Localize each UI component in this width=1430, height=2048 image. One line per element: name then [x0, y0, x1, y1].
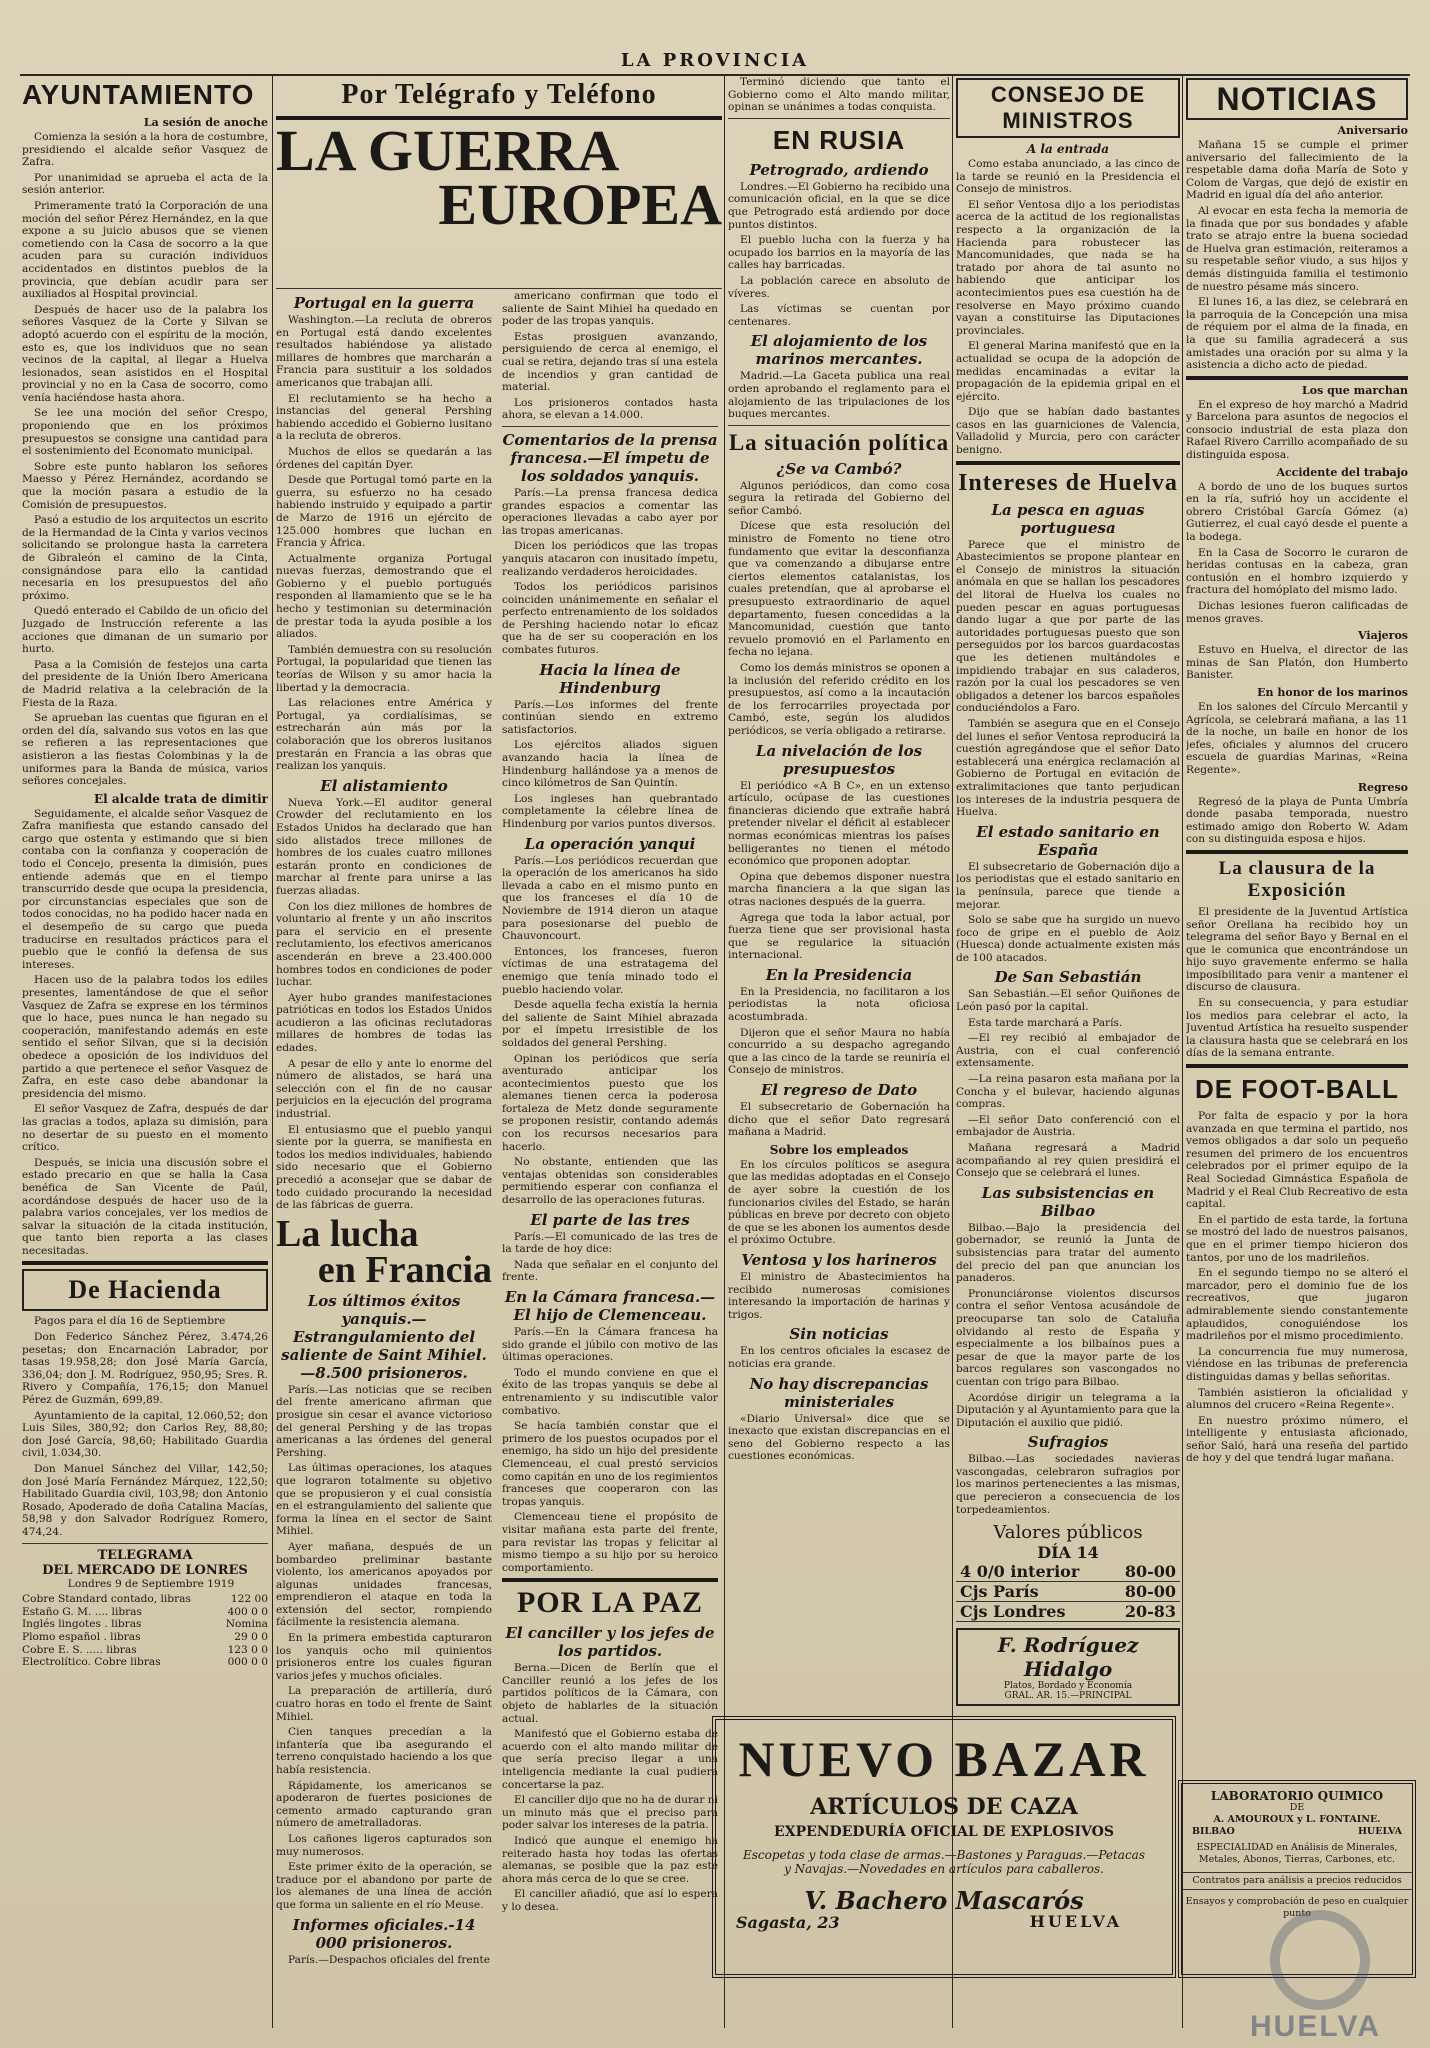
- paragraph: Pronunciáronse violentos discursos contra el señor Ventosa acusándole de preocuparse tan solo de Cataluña olvidando al resto de España y especialmente a los bilbaínos pues a pesar de que la mayor parte de los barcos regulares son vascongados no cuentan con trigo para Bilbao.: [956, 1287, 1180, 1388]
- tres-title: El parte de las tres: [530, 1210, 690, 1229]
- paragraph: —El rey recibió al embajador de Austria, con el cual conferenció extensamente.: [956, 1032, 1180, 1070]
- section-rule: [502, 426, 718, 427]
- lab-specialty: ESPECIALIDAD en Análisis de Minerales, Metales, Abonos, Tierras, Carbones, etc.: [1196, 1842, 1398, 1865]
- lab-title: LABORATORIO QUIMICO: [1210, 1789, 1384, 1803]
- paragraph: Actualmente organiza Portugal nuevas fuerzas, demostrando que el Gobierno y el pueblo portugués responden al llamamiento que se le ha hecho y testimonian su determinación de prestar toda la ayuda posible a los aliados.: [276, 552, 492, 641]
- nivelacion-title: La nivelación de los presupuestos: [755, 741, 923, 778]
- lucha-line-2: en Francia: [317, 1248, 492, 1291]
- informes-title: Informes oficiales.-14 000 prisioneros.: [292, 1915, 476, 1952]
- paragraph: Pasa a la Comisión de festejos una carta del presidente de la Unión Ibero Americana de Madrid relativa a la celebración de la Fiesta de la Raza.: [22, 658, 268, 709]
- hindenburg-title: Hacia la línea de Hindenburg: [539, 660, 681, 697]
- price-label: Cobre Standard contado, libras: [22, 1593, 191, 1606]
- paragraph: También asistieron la oficialidad y alumnos del crucero «Reina Regente».: [1186, 1386, 1408, 1412]
- valores-row: [956, 1562, 1180, 1582]
- paragraph: Al evocar en esta fecha la memoria de la finada que por sus bondades y afable trato se atrajo entre la buena sociedad de Huelva gran estimación, reiteramos a su respetable señor viudo, a sus hijos y demás distinguida familia el testimonio de nuestro pésame más sincero.: [1186, 204, 1408, 293]
- paragraph: En su consecuencia, y para estudiar los medios para celebrar el acto, la Juventud Artística ha resuelto suspender la clausura hasta que se celebrará en los días de la semana entrante.: [1186, 997, 1408, 1060]
- paragraph: El lunes 16, a las diez, se celebrará en la parroquia de la Concepción una misa de réquiem por el alma de la finada, en la que su familia agradecerá a sus amistades una oración por su alma y la asistencia a dicho acto de piedad.: [1186, 296, 1408, 372]
- paragraph: París.—Despachos oficiales del frente: [288, 1953, 491, 1966]
- portugal-title: Portugal en la guerra: [293, 294, 475, 312]
- column-5: [1186, 76, 1408, 1768]
- valores-value: 80-00: [1124, 1582, 1176, 1602]
- paragraph: El canciller dijo que no ha de durar ni un minuto más que el preciso para poder salvar los intereses de la patria.: [502, 1794, 718, 1832]
- rodriguez-line: Platos, Bordado y Economía: [1003, 1681, 1133, 1692]
- paragraph: —El señor Dato conferenció con el embajador de Austria.: [956, 1113, 1180, 1139]
- empleados-title: Sobre los empleados: [769, 1142, 909, 1157]
- column-3: [728, 76, 950, 1708]
- paragraph: Pasó a estudio de los arquitectos un escrito de la Hermandad de la Cinta y varios vecinos solicitando se prolongue hasta la carretera de Gibraleón el camino de la Cinta, consignándose para ello la cantidad necesaria en los presupuestos del año próximo.: [22, 514, 268, 602]
- telegrama-date: Londres 9 de Septiembre 1919: [67, 1577, 235, 1590]
- column-2a: [276, 290, 492, 2030]
- alistamiento-title: El alistamiento: [320, 776, 448, 795]
- sansebastian-title: De San Sebastián: [994, 968, 1142, 987]
- paragraph: Ayer mañana, después de un bombardeo preliminar bastante violento, los americanos apoyados por algunas unidades francesas, emprendieron el ataque en toda la extensión del sector, rompiendo fácilmente la resistencia alemana.: [276, 1540, 492, 1629]
- paragraph: Muchos de ellos se quedarán a las órdenes del capitán Dyer.: [276, 445, 492, 471]
- telegrama-row: [22, 1593, 268, 1606]
- paragraph: Las últimas operaciones, los ataques que lograron totalmente su objetivo que se propusieron y el cual consistía en el estrangulamiento del saliente que forma la línea en el sector de Saint Mihiel.: [276, 1462, 492, 1538]
- paragraph: París.—La prensa francesa dedica grandes espacios a comentar las operaciones llevadas a cabo ayer por las tropas americanas.: [502, 486, 718, 537]
- telegrama-row: [22, 1606, 268, 1619]
- sinnoticias-title: Sin noticias: [789, 1325, 889, 1344]
- rodriguez-name: F. Rodríguez Hidalgo: [997, 1633, 1139, 1682]
- dato-title: El regreso de Dato: [760, 1081, 918, 1100]
- paragraph: Dijeron que el señor Maura no había concurrido a su despacho agregando que a las cinco de la tarde se reuniría el Consejo de ministros.: [728, 1026, 950, 1077]
- presidencia-title: En la Presidencia: [765, 965, 913, 984]
- paragraph: Solo se sabe que ha surgido un nuevo foco de gripe en el pueblo de Aoiz (Huesca) donde actualmente existen más de 100 atacados.: [956, 914, 1180, 964]
- paragraph: Algunos periódicos, dan como cosa segura la retirada del Gobierno del señor Cambó.: [728, 479, 950, 517]
- paragraph: París.—Las noticias que se reciben del frente americano afirman que prosigue sin cesar el avance victorioso del general Pershing y de las tropas americanas a las órdenes del general Pershing.: [276, 1383, 492, 1459]
- stamp-seal-icon: [1270, 1910, 1370, 2010]
- price-label: Plomo español . libras: [22, 1630, 141, 1643]
- paragraph: París.—En la Cámara francesa ha sido grande el júbilo con motivo de las últimas operaciones.: [502, 1326, 718, 1364]
- paragraph: Dicen los periódicos que las tropas yanquis atacaron con inusitado ímpetu, realizando verdaderos heroicidades.: [502, 540, 718, 578]
- rusia-title: EN RUSIA: [772, 124, 906, 155]
- ayuntamiento-body: [22, 131, 268, 788]
- paragraph: Con los diez millones de hombres de voluntario al frente y un año inscritos para el servicio en el presente reclutamiento, los efectivos americanos ascenderán en breve a 23.400.000 hombres todos en condiciones de poder luchar.: [276, 900, 492, 989]
- noticias-title: NOTICIAS: [1186, 78, 1408, 120]
- price-value: 29 0 0: [234, 1630, 268, 1643]
- exitos-title: Los últimos éxitos yanquis.—Estrangulamiento del saliente de Saint Mihiel.—8.500 prisioneros.: [281, 1291, 487, 1382]
- paragraph: En los salones del Círculo Mercantil y Agrícola, se celebrará mañana, a las 11 de la noche, un baile en honor de los jefes, oficiales y alumnos del crucero escuela de guardias Marinas, «Reina Regente».: [1186, 700, 1408, 776]
- comentarios-title: Comentarios de la prensa francesa.—El ímpetu de los soldados yanquis.: [502, 430, 718, 485]
- intereses-title: Intereses de Huelva: [958, 469, 1178, 496]
- paragraph: Acordóse dirigir un telegrama a la Diputación y al Ayuntamiento para que la Diputación el auxilio que pidió.: [956, 1391, 1180, 1429]
- paragraph: La concurrencia fue muy numerosa, viéndose en las tribunas de preferencia distinguidas damas y bellas señoritas.: [1186, 1345, 1408, 1383]
- valores-title: Valores públicos: [993, 1522, 1143, 1544]
- paragraph: Como estaba anunciado, a las cinco de la tarde se reunió en la Presidencia el Consejo de ministros.: [956, 158, 1180, 196]
- guerra-line-2: EUROPEA: [438, 172, 722, 237]
- lucha-headline: [276, 1212, 492, 1291]
- nuevo-bazar-ad: [712, 1716, 1176, 1978]
- paragraph: París.—Los periódicos recuerdan que la operación de los americanos ha sido llevada a cabo en el mismo punto en que los franceses el día 10 de Noviembre de 1914 dieron un ataque para posesionarse del pueblo de Chauvoncourt.: [502, 854, 718, 943]
- paragraph: Rápidamente, los americanos se apoderaron de fuertes posiciones de cemento armado capturando gran número de ametralladoras.: [276, 1779, 492, 1830]
- paragraph: Sobre este punto hablaron los señores Maesso y Pérez Hernández, acordando se que la moción pasara a estudio de la Comisión de presupuestos.: [22, 460, 268, 511]
- paragraph: En los círculos políticos se asegura que las medidas adoptadas en el Consejo de ayer sobre la cuestión de los funcionarios civiles del Estado, se harán públicas en breve por decreto con objeto de que se les abonen los aumentos desde el próximo Octubre.: [728, 1158, 950, 1247]
- price-label: Inglés lingotes . libras: [22, 1618, 142, 1631]
- lab-cities: [1182, 1826, 1412, 1838]
- paragraph: No obstante, entienden que las ventajas obtenidas son considerables permitiendo esperar con confianza el desarrollo de las operaciones futuras.: [502, 1156, 718, 1207]
- telegrama-row: [22, 1618, 268, 1631]
- paragraph: En el expreso de hoy marchó a Madrid y Barcelona para asuntos de negocios el consocio industrial de esta plaza don Rafael Rivero Carrillo acompañado de su distinguida esposa.: [1186, 398, 1408, 462]
- paragraph: A pesar de ello y ante lo enorme del número de alistados, se hará una selección con el fin de no causar perjuicios en la ejecución del programa industrial.: [276, 1057, 492, 1121]
- paragraph: Bilbao.—Las sociedades navieras vascongadas, celebraron sufragios por los marinos pertenecientes a las mismas, que perecieron a consecuencia de los torpedeamientos.: [956, 1453, 1180, 1516]
- paragraph: El subsecretario de Gobernación ha dicho que el señor Dato regresará mañana a Madrid.: [728, 1101, 950, 1139]
- section-rule: [22, 1261, 268, 1265]
- paragraph: Londres.—El Gobierno ha recibido una comunicación oficial, en la que se dice que Petrogrado está ardiendo por doce puntos distintos.: [728, 180, 950, 231]
- bazar-line-4: y Navajas.—Novedades en artículos para caballeros.: [784, 1862, 1104, 1876]
- paragraph: En el segundo tiempo no se alteró el marcador, pero el dominio fue de los recreativos, que jugaron admirablemente siendo constantemente aplaudidos, conoguiéndose los madrileños por el mismo procedimiento.: [1186, 1267, 1408, 1343]
- politica-title: La situación política: [728, 429, 950, 455]
- column-2b: [502, 290, 718, 2030]
- valores-row: [956, 1582, 1180, 1602]
- viajeros-title: Viajeros: [1358, 629, 1408, 643]
- paragraph: Estuvo en Huelva, el director de las minas de San Platón, don Humberto Banister.: [1186, 644, 1408, 682]
- valores-label: 4 0/0 interior: [960, 1562, 1080, 1582]
- bazar-owner: V. Bachero Mascarós: [804, 1886, 1084, 1915]
- consejo-subtitle: A la entrada: [1026, 142, 1110, 156]
- paragraph: Indicó que aunque el enemigo ha reiterado hasta hoy todas las ofertas alemanas, se posible que la paz esté ahora más cerca de lo que se cree.: [502, 1835, 718, 1885]
- column-1: [22, 76, 268, 2030]
- paragraph: Terminó diciendo que tanto el Gobierno como el Alto mando militar, opinan se unánimes a todas conquista.: [728, 76, 950, 114]
- bazar-city: HUELVA: [1029, 1912, 1122, 1931]
- rusia-subtitle: Petrogrado, ardiendo: [749, 160, 929, 179]
- valores-value: 20-83: [1124, 1602, 1176, 1622]
- masthead: [0, 0, 1430, 80]
- valores-label: Cjs París: [960, 1582, 1039, 1602]
- paragraph: Entonces, los franceses, fueron víctimas de una estratagema del enemigo que tenía minado todo el pueblo haciendo volar.: [502, 945, 718, 996]
- paragraph: Nueva York.—El auditor general Crowder del reclutamiento en los Estados Unidos ha declarado que han sido alistados trece millones de hombres de los cuales cuatro millones estarán pronto en condiciones de marchar al frente para unirse a las fuerzas aliadas.: [276, 796, 492, 897]
- paragraph: A bordo de uno de los buques surtos en la ría, sufrió hoy un accidente el obrero Cristóbal García Gómez (a) Gutierrez, el cual cayó desde el puente a la bodega.: [1186, 480, 1408, 544]
- section-rule: [1186, 1064, 1408, 1068]
- paragraph: También demuestra con su resolución Portugal, la popularidad que tienen las teorías de Wilson y su amor hacia la libertad y la democracia.: [276, 643, 492, 694]
- paragraph: Nada que señalar en el conjunto del frente.: [502, 1258, 718, 1284]
- section-rule: [1186, 850, 1408, 854]
- telegrama-row: [22, 1656, 268, 1669]
- rodriguez-ad: [956, 1628, 1180, 1706]
- paragraph: Clemenceau tiene el propósito de visitar mañana esta parte del frente, para revistar las tropas y felicitar al mismo tiempo a su hijo por su heroico comportamiento.: [502, 1511, 718, 1574]
- price-value: Nomina: [225, 1618, 268, 1631]
- paragraph: Ayer hubo grandes manifestaciones patrióticas en todos los Estados Unidos acudieron a las oficinas reclutadoras millares de hombres de todas las edades.: [276, 991, 492, 1055]
- paragraph: Seguidamente, el alcalde señor Vasquez de Zafra manifiesta que estando cansado del cargo que ostenta y estimando que si bien contaba con la confianza y cooperación de todo el Concejo, presenta la dimisión, pues entiende además que en el tiempo transcurrido desde que ocupa la presidencia, por circunstancias especiales que son de todos conocidas, no ha podido hacer nada en el desempeño de su cargo que pueda traducirse en resultados prácticos para el pueblo que le confió la defensa de sus intereses.: [22, 807, 268, 971]
- paragraph: Esta tarde marchará a París.: [968, 1016, 1123, 1029]
- paragraph: Washington.—La recluta de obreros en Portugal está dando excelentes resultados habiéndose ya alistado millares de hombres que marcharán a Francia para sustituir a los soldados americanos que trabajan allí.: [276, 314, 492, 389]
- bazar-line-1: ARTÍCULOS DE CAZA: [810, 1794, 1078, 1820]
- paz-subtitle: El canciller y los jefes de los partidos.: [505, 1624, 715, 1661]
- valores-row: [956, 1602, 1180, 1622]
- politica-subtitle: ¿Se va Cambó?: [776, 459, 902, 478]
- section-rule: [502, 1578, 718, 1582]
- marinos-title: El alojamiento de los marinos mercantes.: [750, 332, 928, 369]
- lab-contracts: Contratos para análisis a precios reducidos: [1182, 1872, 1412, 1890]
- paragraph: Berna.—Dicen de Berlín que el Canciller reunió a los jefes de los partidos políticos de la Cámara, con objeto de hablarles de la situación actual.: [502, 1662, 718, 1725]
- paragraph: París.—El comunicado de las tres de la tarde de hoy dice:: [502, 1230, 718, 1256]
- price-value: 123 0 0: [227, 1643, 268, 1656]
- column-divider: [1182, 76, 1183, 2028]
- price-value: 400 0 0: [227, 1605, 268, 1618]
- paragraph: Dícese que esta resolución del ministro de Fomento no tiene otro fundamento que evitar la desconfianza que va comenzando a dibujarse entre ciertos elementos catalanistas, los cuales pretendían, que al aprobarse el presupuesto extraordinario de aquel departamento, fuesen concedidas a la Mancomunidad, cuestión que tanto revuelo promovió en el Parlamento en fecha no lejana.: [728, 520, 950, 659]
- valores-day: DÍA 14: [1037, 1543, 1099, 1563]
- paragraph: En la Presidencia, no facilitaron a los periodistas la nota oficiosa acostumbrada.: [728, 985, 950, 1024]
- paragraph: Hacen uso de la palabra todos los ediles presentes, lamentándose de que el señor Vasquez de Zafra se exprese en los términos que lo hace, pues nunca le han negado su cooperación, manifestando además en este sentido el señor Silvan, que si la decisión obedece a oposición de los individuos del partido a que pertenece el señor Vasquez de Zafra, en este caso debe abandonar la presidencia del mismo.: [22, 974, 268, 1100]
- paragraph: Este primer éxito de la operación, se traduce por el abandono por parte de los alemanes de una línea de acción que forma un saliente en el río Meuse.: [276, 1861, 492, 1911]
- valores-value: 80-00: [1124, 1562, 1176, 1582]
- paragraph: Se lee una moción del señor Crespo, proponiendo que en los próximos presupuestos se consigne una cantidad para el sostenimiento del Economato municipal.: [22, 407, 268, 458]
- paragraph: La población carece en absoluto de víveres.: [728, 274, 950, 300]
- bazar-street: Sagasta, 23: [736, 1913, 840, 1932]
- section-rule: [728, 118, 950, 119]
- section-rule: [1186, 376, 1408, 380]
- section-rule: [956, 461, 1180, 465]
- paragraph: En la primera embestida capturaron los yanquis ocho mil quinientos prisioneros entre los cuales figuran varios jefes y muchos oficiales.: [276, 1632, 492, 1682]
- telegrama-row: [22, 1631, 268, 1644]
- guerra-headline: [276, 118, 722, 237]
- paragraph: Dijo que se habían dado bastantes casos en las guarniciones de Valencia, Valladolid y Murcia, pero con carácter benigno.: [956, 406, 1180, 457]
- ayuntamiento-title: AYUNTAMIENTO: [22, 79, 255, 110]
- paragraph: El presidente de la Juventud Artística señor Orellana ha recibido hoy un telegrama del señor Bayo y Bernal en el que le comunica que encontrándose un hijo suyo gravemente enfermo se halla imposibilitado para venir a mantener el discurso de clausura.: [1186, 905, 1408, 994]
- paragraph: Madrid.—La Gaceta publica una real orden aprobando el reglamento para el alojamiento de las tripulaciones de los buques mercantes.: [728, 370, 950, 421]
- paragraph: Por unanimidad se aprueba el acta de la sesión anterior.: [22, 171, 268, 197]
- ayuntamiento-subtitle: La sesión de anoche: [143, 116, 268, 129]
- bazar-line-3: Escopetas y toda clase de armas.—Bastones y Paraguas.—Petacas: [742, 1848, 1145, 1862]
- paragraph: Se hacía también constar que el primero de los puestos ocupados por el enemigo, ha sido un hijo del presidente Clemenceau, el cual prestó servicios como capitán en uno de los regimientos franceses que cooperaron con las tropas yanquis.: [502, 1420, 718, 1508]
- accidente-title: Accidente del trabajo: [1276, 465, 1408, 479]
- paragraph: En nuestro próximo número, el intelligente y entusiasta aficionado, señor Saló, hará una reseña del partido de hoy y del que tendrá lugar mañana.: [1186, 1414, 1408, 1465]
- paragraph: Don Manuel Sánchez del Villar, 142,50; don José María Fernández Márquez, 122,50; Habilitado Guardia civil, 103,98; don Antonio Rosado, Apoderado de doña Catalina Macías, 58,98 y don Salvador Rodríguez Romero, 474,24.: [22, 1463, 268, 1538]
- paragraph: Ayuntamiento de la capital, 12.060,52; don Luis Siles, 380,92; don Carlos Rey, 88,80; don José García, 98,60; Habilitado Guardia civil, 1.034,30.: [22, 1409, 268, 1460]
- section-rule: [22, 1543, 268, 1544]
- bazar-name: NUEVO BAZAR: [738, 1731, 1150, 1787]
- paragraph: Después de hacer uso de la palabra los señores Vasquez de la Corte y Silvan se adoptó acuerdo con el espíritu de la moción, esto es, que los individuos que no sean vecinos de la capital, al llegar a Huelva lesionados, sean asistidos en el Hospital provincial y no en la Casa de socorro, como venía haciéndose hasta ahora.: [22, 303, 268, 404]
- paragraph: Mañana regresará a Madrid acompañando al rey quien presidirá el Consejo que se celebrará el lunes.: [956, 1142, 1180, 1180]
- marinos-honor-title: En honor de los marinos: [1257, 685, 1408, 699]
- paragraph: Desde aquella fecha existía la hernia del saliente de Saint Mihiel abrazada por el ímpetu irresistible de los soldados del general Pershing.: [502, 999, 718, 1049]
- lab-city-right: HUELVA: [1357, 1826, 1402, 1837]
- paragraph: Pagos para el día 16 de Septiembre: [34, 1315, 226, 1328]
- paragraph: Primeramente trató la Corporación de una moción del señor Pérez Hernández, en la que expone a su juicio abusos que se vienen cometiendo con la Casa de socorro a la que acuden para su curación individuos accidentados en distintos pueblos de la provincia, que debían acudir para ser auxiliados al Hospital provincial.: [22, 199, 268, 301]
- consejo-title: CONSEJO DE MINISTROS: [956, 78, 1180, 138]
- paragraph: Los prisioneros contados hasta ahora, se elevan a 14.000.: [502, 396, 718, 422]
- paragraph: San Sebastián.—El señor Quiñones de León pasó por la capital.: [956, 988, 1180, 1014]
- column-4: [956, 76, 1180, 1708]
- paragraph: Comienza la sesión a la hora de costumbre, presidiendo el alcalde señor Vasquez de Zafra.: [22, 131, 268, 169]
- lab-city-left: BILBAO: [1192, 1826, 1235, 1837]
- paragraph: Las relaciones entre América y Portugal, ya cordialísimas, se estrecharán aún más por la colaboración que los obreros lusitanos prestarán en Francia a las obras que realizan los yanquis.: [276, 697, 492, 773]
- aniversario-title: Aniversario: [1337, 124, 1408, 137]
- war-header: [276, 76, 722, 286]
- price-value: 000 0 0: [227, 1656, 268, 1669]
- valores-label: Cjs Londres: [960, 1602, 1066, 1622]
- paragraph: Manifestó que el Gobierno estaba de acuerdo con el alto mando militar de que sería preciso llegar a una inteligencia mediante la cual pudiera concertarse la paz.: [502, 1728, 718, 1791]
- telegrama-row: [22, 1644, 268, 1657]
- price-label: Electrolítico. Cobre libras: [22, 1656, 161, 1669]
- lab-footer: Ensayos y comprobación de peso en cualquier punto: [1185, 1896, 1409, 1919]
- regreso-title: Regreso: [1357, 780, 1408, 794]
- paragraph: Agrega que toda la labor actual, por fuerza tiene que ser provisional hasta que se regularice la situación internacional.: [728, 911, 950, 962]
- paragraph: Por falta de espacio y por la hora avanzada en que termina el partido, nos vemos obligados a dar solo un pequeño resumen del primero de los encuentros celebrados por el primer equipo de la Real Sociedad Gimnástica Española de Madrid y el Real Club Recreativo de esta capital.: [1186, 1110, 1408, 1211]
- column-divider: [272, 76, 273, 2028]
- paragraph: Los ingleses han quebrantado completamente la célebre línea de Hindenburg por varios puntos diversos.: [502, 792, 718, 830]
- paragraph: El reclutamiento se ha hecho a instancias del general Pershing habiendo accedido el Gobierno lusitano a la recluta de obreros.: [276, 392, 492, 443]
- paragraph: El periódico «A B C», en un extenso artículo, ocúpase de las cuestiones financieras diciendo que extrañe habrá pretender nivelar el déficit al establecer normas económicas mientras los países belligerantes no tienen el método económico que proponen adoptar.: [728, 779, 950, 868]
- paragraph: Desde que Portugal tomó parte en la guerra, su esfuerzo no ha cesado habiendo instruido y equipado a partir de Marzo de 1916 un ejército de 125.000 hombres que luchan en Francia y África.: [276, 474, 492, 550]
- bilbao-title: Las subsistencias en Bilbao: [981, 1183, 1155, 1220]
- sanitario-title: El estado sanitario en España: [976, 822, 1160, 859]
- telegrama-title: TELEGRAMA: [97, 1547, 193, 1563]
- masthead-title: LA PROVINCIA: [620, 50, 810, 71]
- paragraph: Los cañones ligeros capturados son muy numerosos.: [276, 1832, 492, 1858]
- paragraph: Estas prosiguen avanzando, persiguiendo de cerca al enemigo, el cual se retira, dejando tras sí una estela de incendios y gran cantidad de material.: [502, 330, 718, 394]
- camara-title: En la Cámara francesa.—El hijo de Clemenceau.: [504, 1288, 716, 1324]
- paragraph: En los centros oficiales la escasez de noticias era grande.: [728, 1345, 950, 1370]
- paragraph: americano confirman que todo el saliente de Saint Mihiel ha quedado en poder de las tropas yanquis.: [502, 290, 718, 328]
- paz-title: POR LA PAZ: [516, 1586, 704, 1620]
- guerra-line-1: LA GUERRA: [276, 118, 620, 183]
- telegrafo-header: Por Telégrafo y Teléfono: [341, 79, 657, 110]
- column-2: [276, 76, 722, 2030]
- hacienda-title: De Hacienda: [22, 1269, 268, 1311]
- paragraph: Dichas lesiones fueron calificadas de menos graves.: [1186, 600, 1408, 625]
- lab-names: A. AMOUROUX y L. FONTAINE.: [1213, 1814, 1381, 1825]
- paragraph: Los ejércitos aliados siguen avanzando hacia la línea de Hindenburg hallándose ya a menos de cinco kilómetros de San Quintín.: [502, 739, 718, 790]
- paragraph: Mañana 15 se cumple el primer aniversario del fallecimiento de la respetable dama doña María de Soto y Colom de Vargas, que dejó de existir en Madrid en igual día del año anterior.: [1186, 139, 1408, 202]
- paragraph: Se aprueban las cuentas que figuran en el orden del día, salvando sus votos en las que se refieren a las representaciones que asistieron a las fiestas Colombinas y la de uniformes para la Banda de música, varios señores concejales.: [22, 712, 268, 788]
- library-stamp: [1200, 1860, 1420, 2048]
- paragraph: Parece que el ministro de Abastecimientos se propone plantear en el Consejo de ministros la situación anómala en que se hallan los pescadores del litoral de Huelva los cuales no pueden pescar en aguas portuguesas dando lugar a que por parte de las autoridades portuguesas puesto que son perseguidos por los barcos guardacostas que les detienen multándoles e impidiendo trabajar en sus caladeros, razón por la cual los pescadores se ven obligados a detener los barcos españoles conduciéndolos a Faro.: [956, 538, 1180, 715]
- price-value: 122 00: [230, 1593, 268, 1606]
- paragraph: «Diario Universal» dice que se inexacto que existan discrepancias en el seno del Gobierno respecto a las cuestiones económicas.: [728, 1412, 950, 1463]
- yanqui-title: La operación yanqui: [524, 834, 696, 853]
- rodriguez-address: GRAL. AR. 15.—PRINCIPAL: [1004, 1691, 1132, 1702]
- paragraph: En el partido de esta tarde, la fortuna se mostró del lado de nuestros paisanos, que en el primer tiempo hicieron dos tantos, por uno de los madrileños.: [1186, 1213, 1408, 1264]
- discrepancias-title: No hay discrepancias ministeriales: [749, 1374, 929, 1411]
- paragraph: Después, se inicia una discusión sobre el estado precario en que se halla la Casa benéfica de San Vicente de Paúl, acordándose después de hacer uso de la palabra varios concejales, ver los medios de salvar la situación de la citada institución, que tanto bien reporta a las clases necesitadas.: [22, 1156, 268, 1257]
- intereses-subtitle: La pesca en aguas portuguesa: [991, 500, 1145, 537]
- paragraph: Opinan los periódicos que sería aventurado anticipar los acontecimientos puesto que los alemanes tienen cerca la poderosa fortaleza de Metz donde seguramente se proponen resistir, contando además con los recursos necesarios para hacerlo.: [502, 1052, 718, 1153]
- price-label: Estaño G. M. .... libras: [22, 1605, 142, 1618]
- paragraph: El entusiasmo que el pueblo yanqui siente por la guerra, se manifiesta en todos los medios individuales, habiendo sido necesario que el Gobierno precedió a aconsejar que se dabar de todo cuidado procurando la necesidad de las fábricas de guerra.: [276, 1123, 492, 1212]
- telegrama-subtitle: DEL MERCADO DE LONRES: [42, 1562, 248, 1578]
- paragraph: En la Casa de Socorro le curaron de heridas contusas en la cabeza, gran contusión en el hombro izquierdo y fractura del homóplato del mismo lado.: [1186, 546, 1408, 597]
- price-label: Cobre E. S. ..... libras: [22, 1643, 137, 1656]
- paragraph: También se asegura que en el Consejo del lunes el señor Ventosa reproducirá la cuestión agregándose que el señor Dato establecerá una enérgica reclamación al Gobierno de Portugal en evitación de extralimitaciones que tanto perjudican los intereses de la industria pesquera de Huelva.: [956, 717, 1180, 819]
- paragraph: El general Marina manifestó que en la actualidad se ocupa de la adopción de medidas encaminadas a evitar la propagación de la epidemia gripal en el ejército.: [956, 340, 1180, 403]
- paragraph: El pueblo lucha con la fuerza y ha ocupado los barrios en la mayoría de las calles hay barricadas.: [728, 234, 950, 272]
- paragraph: El ministro de Abastecimientos ha recibido numerosas comisiones interesando la importación de harinas y trigos.: [728, 1270, 950, 1321]
- paragraph: Todos los periódicos parisinos coinciden unánimemente en señalar el perfecto entrenamiento de los soldados de Pershing haciendo notar lo eficaz que ha de ser su cooperación en los combates futuros.: [502, 581, 718, 657]
- paragraph: Quedó enterado el Cabildo de un oficio del Juzgado de Instrucción referente a las acciones que dimanan de un sumario por hurto.: [22, 605, 268, 656]
- paragraph: París.—Los informes del frente continúan siendo en extremo satisfactorios.: [502, 698, 718, 736]
- football-title: DE FOOT-BALL: [1194, 1074, 1400, 1105]
- paragraph: Como los demás ministros se oponen a la inclusión del referido crédito en los presupuestos, así como a la incautación de los ferrocarriles proyectada por Cambó, este, según los aludidos periódicos, se vería obligado a retirarse.: [728, 662, 950, 737]
- paragraph: Las víctimas se cuentan por centenares.: [728, 303, 950, 328]
- paragraph: Don Federico Sánchez Pérez, 3.474,26 pesetas; don Encarnación Labrador, por tasas 19.958,28; don José María García, 336,04; don J. M. Rodríguez, 950,95; Sres. R. Rivero y Compañía, 176,15; don Manuel Pérez de Guzmán, 699,89.: [22, 1331, 268, 1407]
- sufragios-title: Sufragios: [1027, 1433, 1109, 1452]
- paragraph: Bilbao.—Bajo la presidencia del gobernador, se reunió la Junta de subsistencias para tratar del aumento del precio del pan que anuncian los panaderos.: [956, 1221, 1180, 1285]
- valores-box: [956, 1522, 1180, 1562]
- paragraph: Regresó de la playa de Punta Umbría donde pasaba temporada, nuestro estimado amigo don Roberto W. Adam con su distinguida esposa e hijos.: [1186, 795, 1408, 846]
- paragraph: El canciller añadió, que así lo espera y lo desea.: [502, 1888, 718, 1913]
- paragraph: —La reina pasaron esta mañana por la Concha y el bulevar, haciendo algunas compras.: [956, 1073, 1180, 1111]
- harineros-title: Ventosa y los harineros: [741, 1250, 937, 1269]
- paragraph: El señor Vasquez de Zafra, después de dar las gracias a todos, aplaza su dimisión, para no desertar de su puesto en el momento crítico.: [22, 1103, 268, 1154]
- marchan-title: Los que marchan: [1302, 383, 1408, 397]
- section-rule: [276, 288, 722, 289]
- paragraph: Opina que debemos disponer nuestra marcha financiera a la que sigan las otras naciones después de la guerra.: [728, 870, 950, 908]
- lucha-line-1: La lucha: [276, 1212, 419, 1255]
- clausura-title: La clausura de la Exposición: [1218, 857, 1376, 901]
- stamp-text: HUELVA: [1250, 2010, 1381, 2043]
- lab-by: DE: [1289, 1802, 1305, 1813]
- section-rule: [728, 425, 950, 426]
- paragraph: Cien tanques precedían a la infantería que iba asegurando el terreno conquistado haciendo a los que había resistencia.: [276, 1726, 492, 1776]
- dimitir-subtitle: El alcalde trata de dimitir: [93, 791, 268, 806]
- paragraph: El señor Ventosa dijo a los periodistas acerca de la actitud de los regionalistas respecto a la organización de la Hacienda para robustecer las Mancomunidades, que nada se ha tratado por ahora de tal asunto no habiendo que anticipar los acontecimientos pues esa cuestión ha de resolverse en Mayo próximo cuando vayan a constituirse las Diputaciones provinciales.: [956, 198, 1180, 337]
- paragraph: La preparación de artillería, duró cuatro horas en todo el frente de Saint Mihiel.: [276, 1685, 492, 1723]
- paragraph: Todo el mundo conviene en que el éxito de las tropas yanquis se debe al entrenamiento y su indiscutible valor combativo.: [502, 1366, 718, 1417]
- bazar-line-2: EXPENDEDURÍA OFICIAL DE EXPLOSIVOS: [774, 1824, 1114, 1840]
- paragraph: El subsecretario de Gobernación dijo a los periodistas que el estado sanitario en la península, parece que tiende a mejorar.: [956, 860, 1180, 911]
